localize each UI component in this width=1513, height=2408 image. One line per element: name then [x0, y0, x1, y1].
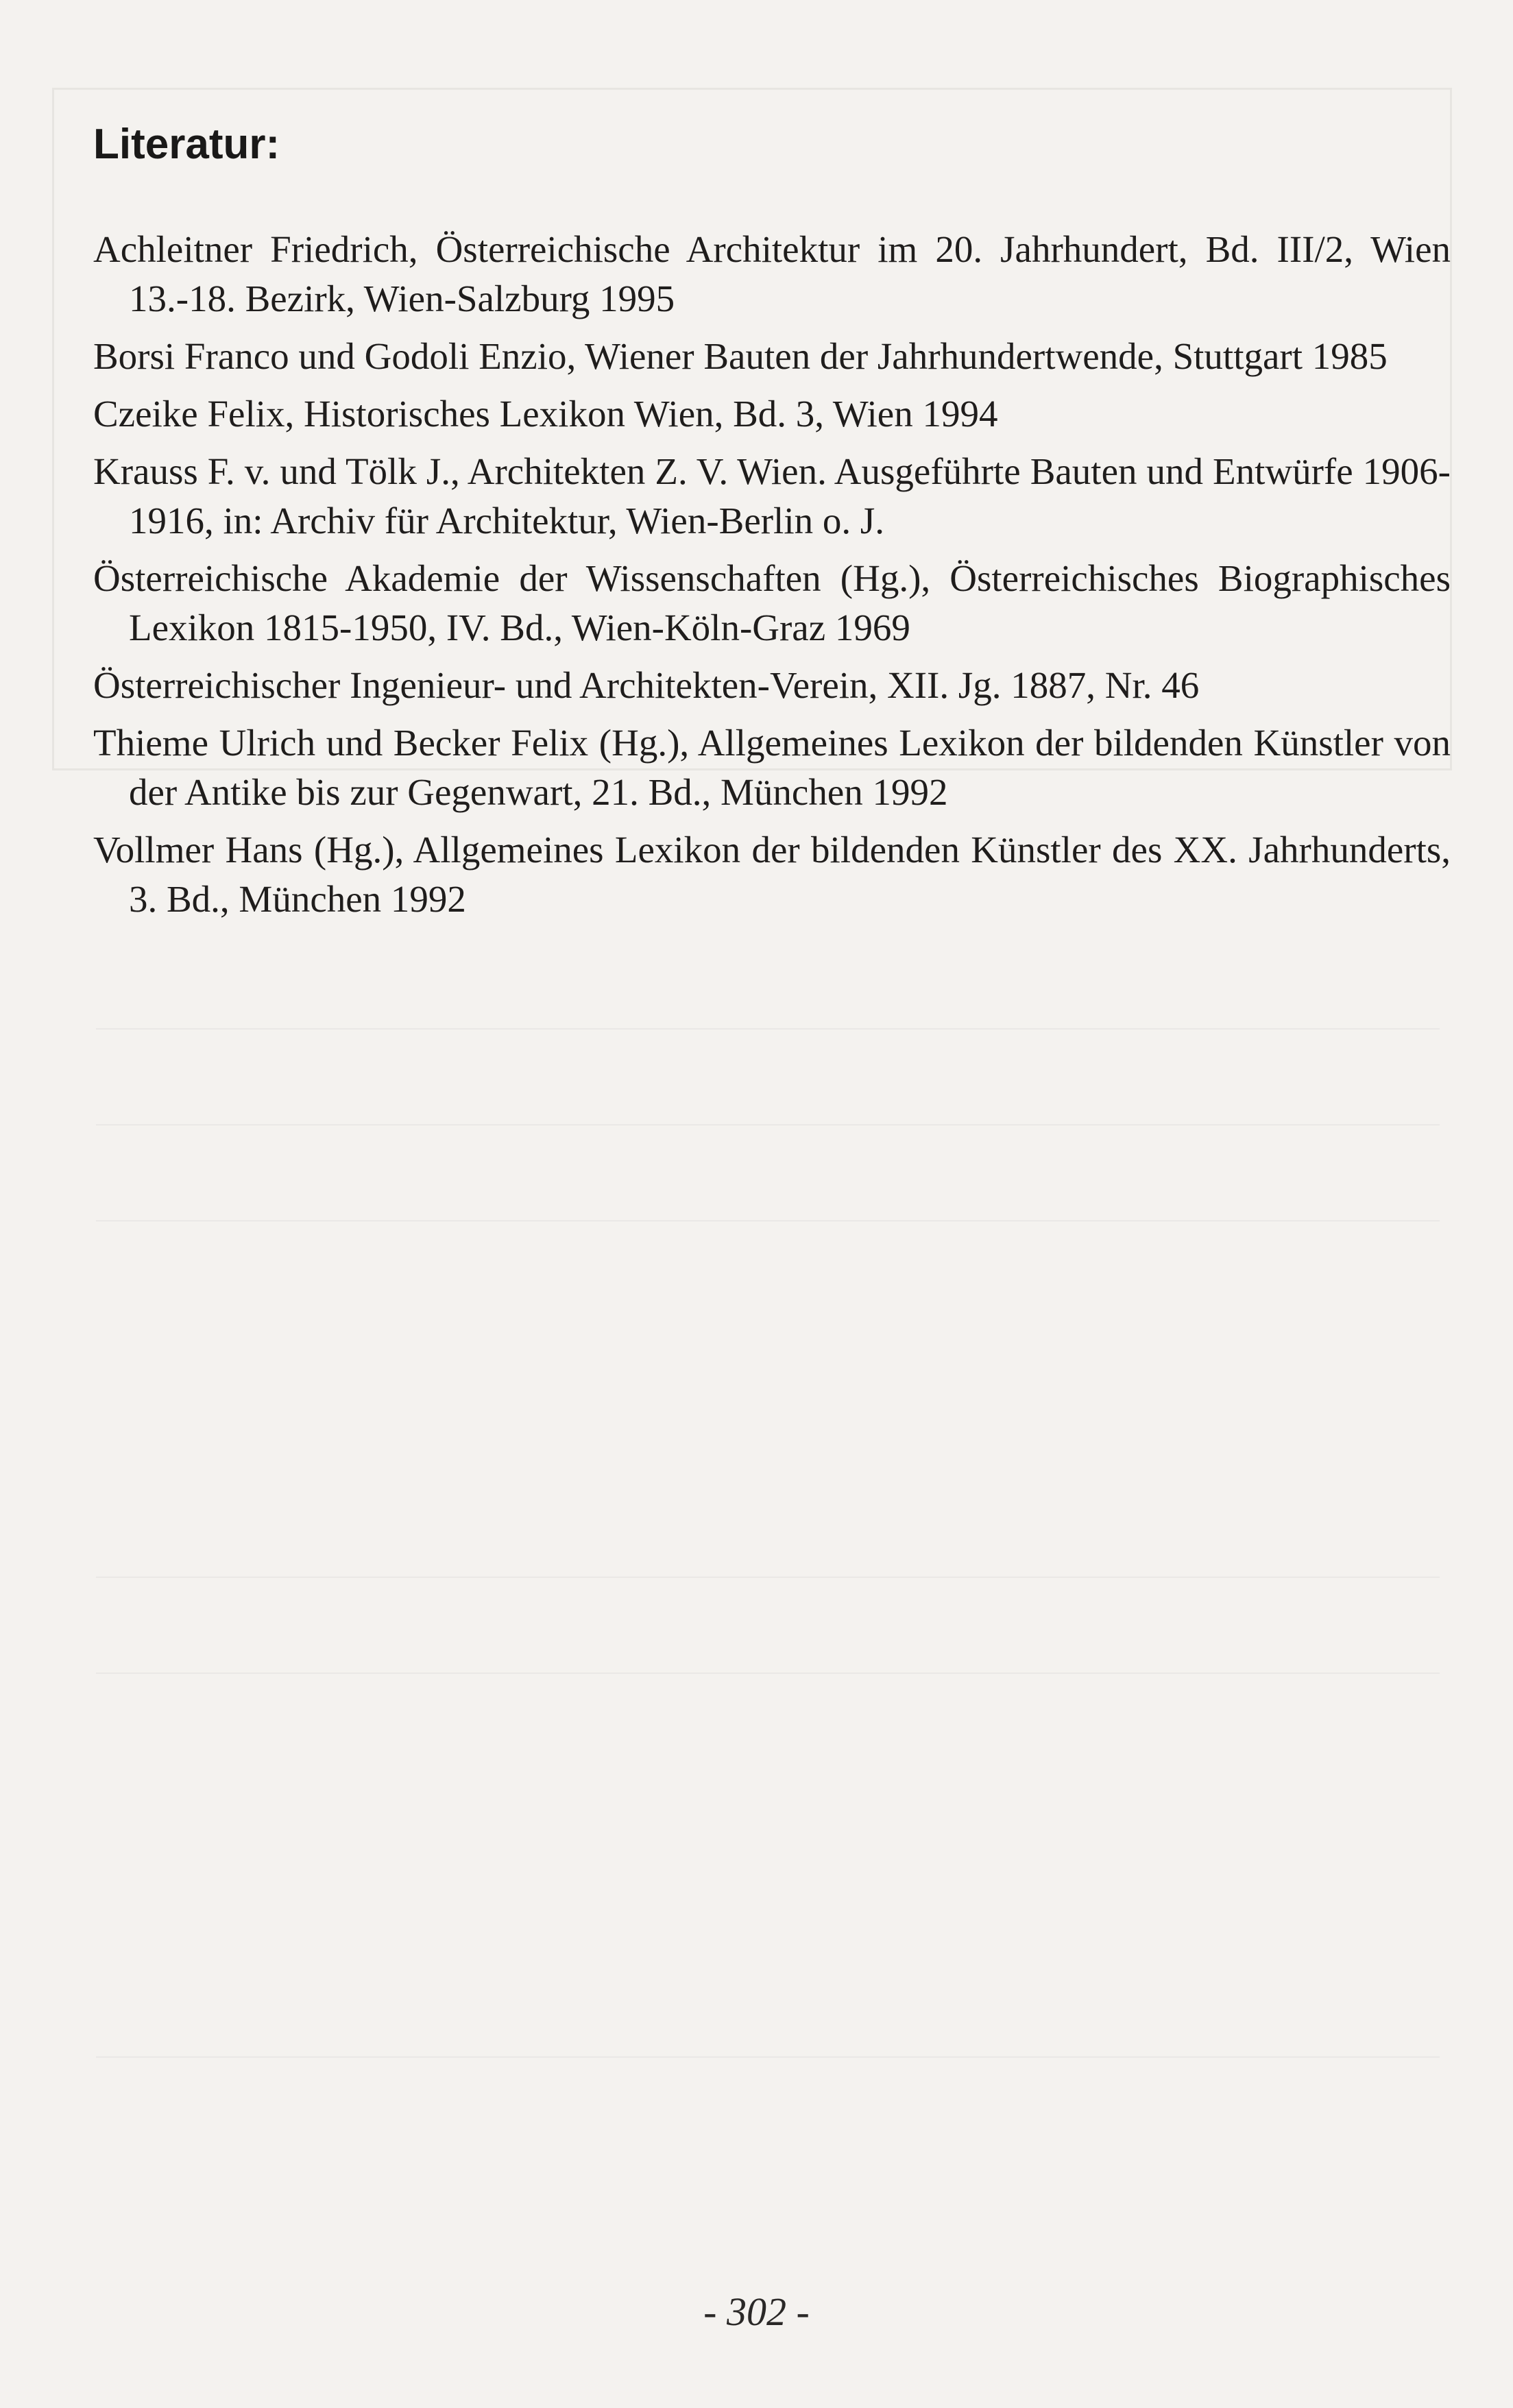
bleed-through-line [96, 1577, 1440, 1578]
reference-entry: Czeike Felix, Historisches Lexikon Wien, Bd. 3, Wien 1994 [93, 393, 998, 435]
reference-entry: Österreichischer Ingenieur- und Architekten-Verein, XII. Jg. 1887, Nr. 46 [93, 664, 1200, 706]
bleed-through-line [96, 2056, 1440, 2058]
reference-entry: Achleitner Friedrich, Österreichische Architektur im 20. Jahrhundert, Bd. III/2, Wien 13.-18. Bezirk, Wien-Salzburg 1995 [93, 228, 1451, 319]
reference-entry: Österreichische Akademie der Wissenschaften (Hg.), Österreichisches Biographisches Lexikon 1815-1950, IV. Bd., Wien-Köln-Graz 1969 [93, 557, 1451, 648]
reference-list [93, 225, 1451, 932]
section-heading: Literatur: [93, 121, 280, 168]
reference-entry: Borsi Franco und Godoli Enzio, Wiener Bauten der Jahrhundertwende, Stuttgart 1985 [93, 335, 1388, 377]
bleed-through-line [96, 1220, 1440, 1221]
bleed-through-line [96, 1124, 1440, 1126]
reference-entry: Krauss F. v. und Tölk J., Architekten Z. V. Wien. Ausgeführte Bauten und Entwürfe 1906-1916, in: Archiv für Architektur, Wien-Berlin o. J. [93, 450, 1451, 542]
reference-entry: Vollmer Hans (Hg.), Allgemeines Lexikon der bildenden Künstler des XX. Jahrhunderts, 3. Bd., München 1992 [93, 829, 1451, 920]
page-number: - 302 - [703, 2289, 810, 2334]
reference-entry: Thieme Ulrich und Becker Felix (Hg.), Allgemeines Lexikon der bildenden Künstler von der Antike bis zur Gegenwart, 21. Bd., München 1992 [93, 722, 1451, 813]
bleed-through-line [96, 1028, 1440, 1030]
bleed-through-line [96, 1673, 1440, 1674]
